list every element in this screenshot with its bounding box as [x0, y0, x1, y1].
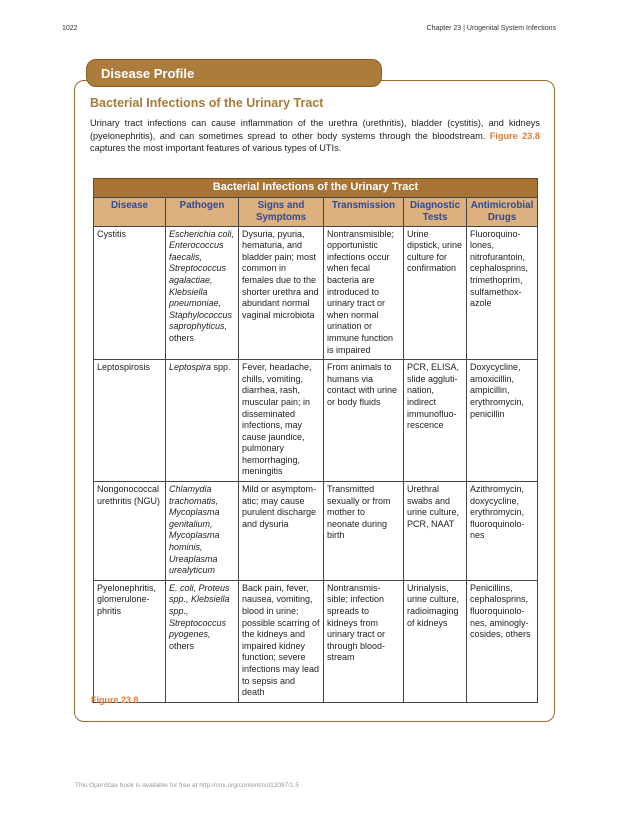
cell-drugs: Doxycycline, amoxicillin, ampicillin, erythromycin, penicillin	[467, 360, 538, 482]
table-title: Bacterial Infections of the Urinary Tract	[93, 178, 538, 197]
table-row	[94, 360, 538, 482]
col-header-disease: Disease	[94, 197, 166, 226]
cell-drugs: Penicillins, cephalosprins, fluoroquinolo-nes, aminogly-cosides, others	[467, 580, 538, 702]
table-row	[94, 580, 538, 702]
table-header-row	[94, 197, 538, 226]
intro-tail: captures the most important features of various types of UTIs.	[90, 143, 342, 153]
cell-disease: Pyelonephritis, glomerulone-phritis	[94, 580, 166, 702]
footer-note: This OpenStax book is available for free at http://cnx.org/content/col12087/1.5	[75, 782, 300, 789]
disease-profile-label: Disease Profile	[101, 65, 195, 81]
cell-disease: Cystitis	[94, 226, 166, 360]
section-title: Bacterial Infections of the Urinary Tract	[90, 96, 324, 110]
table-row	[94, 226, 538, 360]
cell-pathogen: Leptospira spp.	[166, 360, 239, 482]
cell-symptoms: Dysuria, pyuria, hematuria, and bladder pain; most common in females due to the shorter urethra and abundant normal vaginal microbiota	[239, 226, 324, 360]
figure-label: Figure 23.8	[91, 695, 139, 705]
cell-drugs: Fluoroquino-lones, nitrofurantoin, cephalosprins, trimethoprim, sulfamethox-azole	[467, 226, 538, 360]
col-header-pathogen: Pathogen	[166, 197, 239, 226]
table-row	[94, 482, 538, 581]
cell-transmission: From animals to humans via contact with urine or body fluids	[324, 360, 404, 482]
cell-pathogen: E. coli, Proteus spp., Klebsiella spp., Streptococcus pyogenes, others	[166, 580, 239, 702]
cell-symptoms: Back pain, fever, nausea, vomiting, blood in urine; possible scarring of the kidneys and impaired kidney function; severe infections may lead to sepsis and death	[239, 580, 324, 702]
cell-transmission: Nontransmis-sible; infection spreads to kidneys from urinary tract or through blood-stream	[324, 580, 404, 702]
col-header-symptoms: Signs and Symptoms	[239, 197, 324, 226]
cell-symptoms: Fever, headache, chills, vomiting, diarrhea, rash, muscular pain; in disseminated infections, may cause jaundice, pulmonary hemorrhaging, meningitis	[239, 360, 324, 482]
cell-transmission: Nontransmisible; opportunistic infections occur when fecal bacteria are introduced to urinary tract or when normal urination or immune function is impaired	[324, 226, 404, 360]
cell-disease: Nongonococcal urethritis (NGU)	[94, 482, 166, 581]
disease-profile-tab	[86, 59, 382, 87]
intro-text: Urinary tract infections can cause inflammation of the urethra (urethritis), bladder (cystitis), and kidneys (pyelonephritis), and can sometimes spread to other body systems through the bloodstream.	[90, 118, 540, 141]
cell-symptoms: Mild or asymptom-atic; may cause purulent discharge and dysuria	[239, 482, 324, 581]
figure-link[interactable]: Figure 23.8	[489, 130, 540, 141]
cell-drugs: Azithromycin, doxycycline, erythromycin, fluoroquinolo-nes	[467, 482, 538, 581]
cell-pathogen: Chlamydia trachomatis, Mycoplasma genitalium, Mycoplasma hominis, Ureaplasma urealyticum	[166, 482, 239, 581]
cell-pathogen: Escherichia coli, Enterococcus faecalis, Streptococcus agalactiae, Klebsiella pneumoniae, Staphylococcus saprophyticus, others	[166, 226, 239, 360]
cell-tests: PCR, ELISA, slide aggluti-nation, indirect immunofluo-rescence	[404, 360, 467, 482]
cell-tests: Urine dipstick, urine culture for confirmation	[404, 226, 467, 360]
running-head: Chapter 23 | Urogenital System Infections	[426, 25, 556, 32]
cell-tests: Urinalysis, urine culture, radioimaging of kidneys	[404, 580, 467, 702]
col-header-tests: Diagnostic Tests	[404, 197, 467, 226]
col-header-drugs: Antimicrobial Drugs	[467, 197, 538, 226]
col-header-transmission: Transmission	[324, 197, 404, 226]
uti-table	[93, 178, 538, 703]
page-number: 1022	[62, 25, 78, 32]
intro-paragraph	[90, 117, 540, 155]
cell-tests: Urethral swabs and urine culture, PCR, NAAT	[404, 482, 467, 581]
cell-disease: Leptospirosis	[94, 360, 166, 482]
cell-transmission: Transmitted sexually or from mother to neonate during birth	[324, 482, 404, 581]
